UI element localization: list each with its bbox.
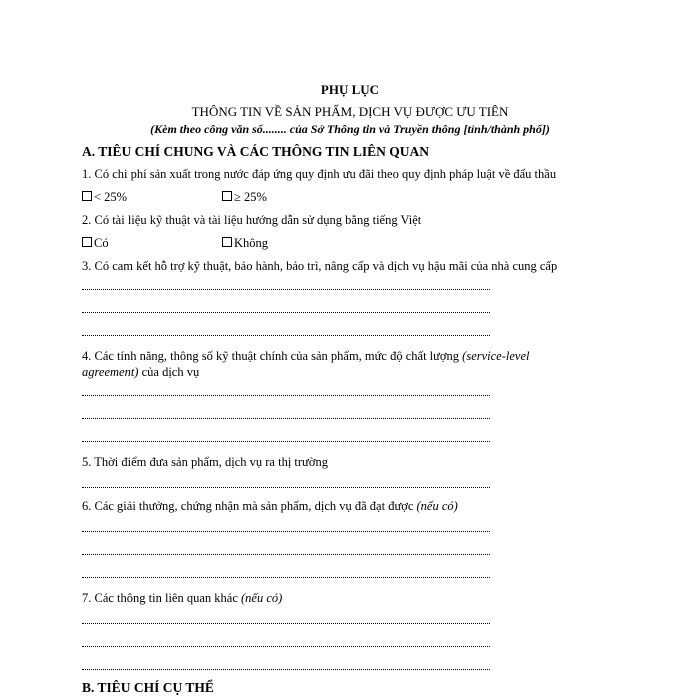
question-5: 5. Thời điểm đưa sản phẩm, dịch vụ ra thị trường (82, 455, 328, 469)
checkbox-icon[interactable] (222, 191, 232, 201)
answer-line[interactable] (82, 289, 490, 290)
answer-line[interactable] (82, 577, 490, 578)
q2-option-2[interactable] (222, 236, 268, 251)
answer-line[interactable] (82, 554, 490, 555)
section-b-heading: B. TIÊU CHÍ CỤ THỂ (82, 680, 214, 695)
question-4-text: 4. Các tính năng, thông số kỹ thuật chính của sản phẩm, mức độ chất lượng (82, 349, 463, 363)
appendix-title: PHỤ LỤC (320, 82, 380, 97)
checkbox-icon[interactable] (82, 237, 92, 247)
question-4 (82, 348, 552, 380)
question-7-text: 7. Các thông tin liên quan khác (82, 591, 241, 605)
answer-line[interactable] (82, 312, 490, 313)
q1-option-1[interactable] (82, 190, 127, 205)
question-6-text: 6. Các giải thưởng, chứng nhận mà sản phẩm, dịch vụ đã đạt được (82, 499, 417, 513)
section-a-heading: A. TIÊU CHÍ CHUNG VÀ CÁC THÔNG TIN LIÊN QUAN (82, 144, 430, 159)
answer-line[interactable] (82, 623, 490, 624)
question-2: 2. Có tài liệu kỹ thuật và tài liệu hướng dẫn sử dụng bằng tiếng Việt (82, 213, 422, 227)
answer-line[interactable] (82, 531, 490, 532)
question-7-italic: (nếu có) (241, 591, 283, 605)
question-1: 1. Có chi phí sản xuất trong nước đáp ứng quy định ưu đãi theo quy định pháp luật về đấu thầu (82, 167, 557, 181)
checkbox-icon[interactable] (222, 237, 232, 247)
q2-option-2-label: Không (234, 236, 269, 250)
question-4-tail: của dịch vụ (138, 365, 200, 379)
q1-option-2-label: ≥ 25% (234, 190, 267, 204)
answer-line[interactable] (82, 418, 490, 419)
q1-option-1-label: < 25% (94, 190, 128, 204)
answer-line[interactable] (82, 395, 490, 396)
question-7 (82, 591, 282, 606)
appendix-note: (Kèm theo công văn số........ của Sở Thông tin và Truyền thông [tỉnh/thành phố]) (150, 122, 550, 136)
answer-line[interactable] (82, 441, 490, 442)
answer-line[interactable] (82, 669, 490, 670)
question-6-italic: (nếu có) (416, 499, 458, 513)
question-3: 3. Có cam kết hỗ trợ kỹ thuật, bảo hành, bảo trì, nâng cấp và dịch vụ hậu mãi của nhà cung cấp (82, 259, 558, 273)
q1-option-2[interactable] (222, 190, 267, 205)
q2-option-1-label: Có (94, 236, 109, 250)
answer-line[interactable] (82, 335, 490, 336)
question-4-italic: (service-level agreement) (82, 349, 530, 379)
q2-option-1[interactable] (82, 236, 109, 251)
checkbox-icon[interactable] (82, 191, 92, 201)
answer-line[interactable] (82, 646, 490, 647)
appendix-subtitle: THÔNG TIN VỀ SẢN PHẨM, DỊCH VỤ ĐƯỢC ƯU TIÊN (191, 104, 509, 119)
question-6 (82, 499, 458, 514)
answer-line[interactable] (82, 487, 490, 488)
